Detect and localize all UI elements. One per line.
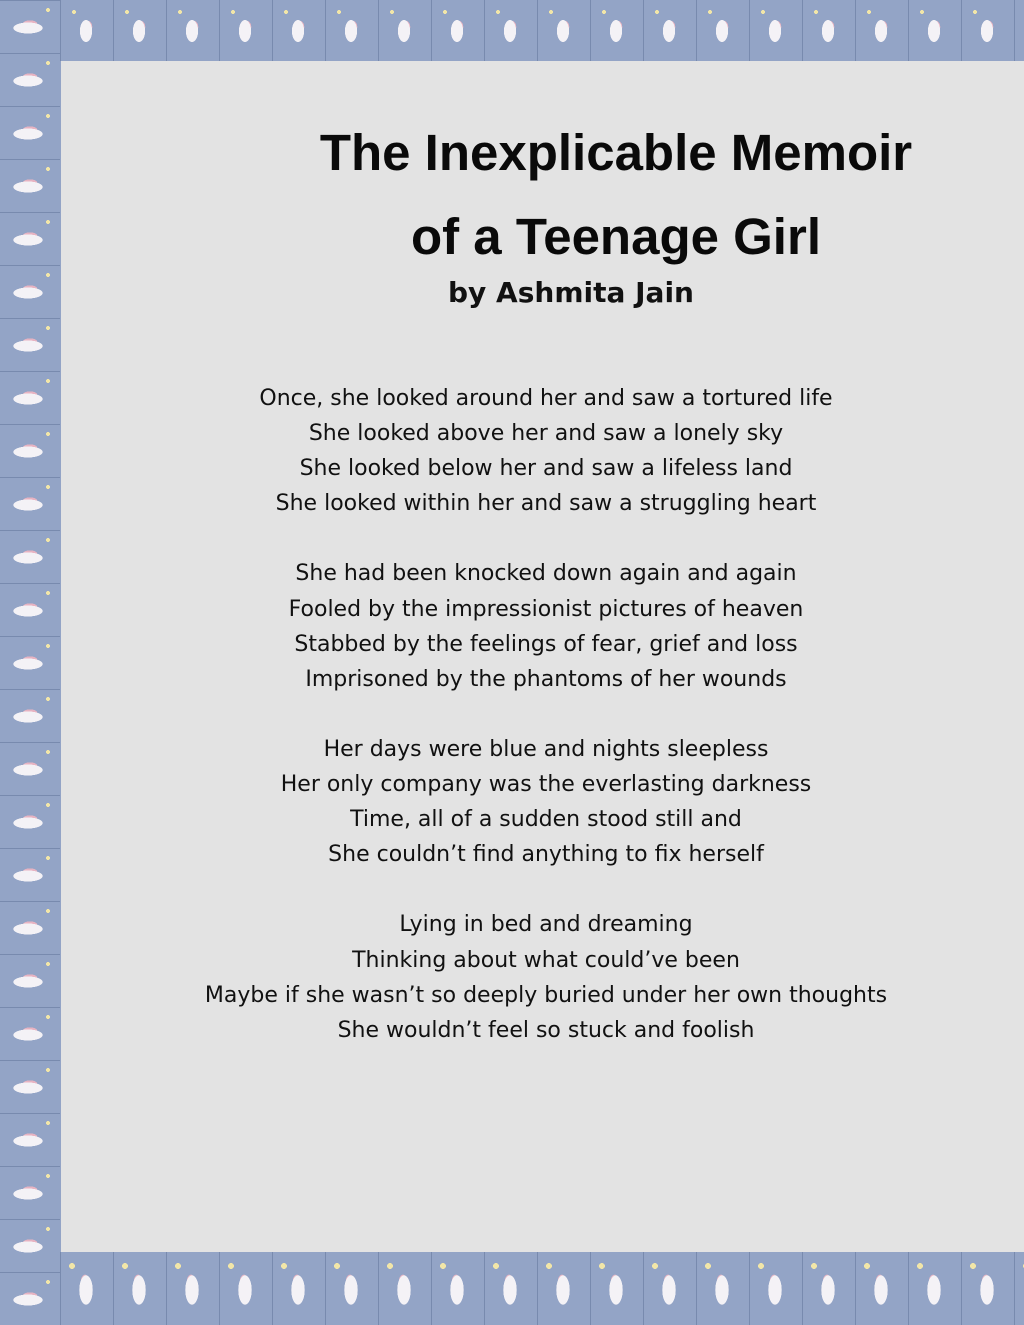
poem-line: Maybe if she wasn’t so deeply buried under her own thoughts (204, 982, 888, 1008)
stanza-1 (121, 381, 971, 521)
author-byline: by Ashmita Jain (448, 276, 694, 309)
decorative-border-top (60, 0, 1024, 61)
poem-body (121, 381, 971, 1083)
poem-line: She looked within her and saw a struggling heart (275, 491, 817, 517)
poem-title-line-2: of a Teenage Girl (411, 208, 821, 265)
poem-line: Time, all of a sudden stood still and (350, 807, 742, 833)
poem-line: Fooled by the impressionist pictures of heaven (288, 596, 804, 622)
decorative-border-left (0, 0, 60, 1325)
poem-line: Stabbed by the feelings of fear, grief and loss (294, 631, 798, 657)
poem-line: Once, she looked around her and saw a tortured life (259, 386, 833, 411)
poem-line: She wouldn’t feel so stuck and foolish (337, 1017, 755, 1043)
stanza-2 (121, 556, 971, 696)
poem-line: She looked above her and saw a lonely sky (308, 421, 784, 447)
stanza-4 (121, 907, 971, 1047)
stanza-3 (121, 732, 971, 872)
poem-line: Thinking about what could’ve been (352, 947, 740, 973)
poem-line: Lying in bed and dreaming (399, 912, 693, 938)
poem-line: She had been knocked down again and again (295, 561, 797, 587)
poem-line: She looked below her and saw a lifeless land (299, 456, 793, 482)
poem-line: Her days were blue and nights sleepless (323, 736, 769, 762)
poem-line: Imprisoned by the phantoms of her wounds (305, 666, 787, 692)
poem-line: Her only company was the everlasting darkness (280, 772, 812, 798)
poem-title (206, 111, 1024, 279)
poem-line: She couldn’t find anything to fix herself (328, 842, 764, 868)
decorative-border-bottom (60, 1252, 1024, 1325)
poem-title-line-1: The Inexplicable Memoir (319, 124, 913, 181)
poem-page (61, 61, 1024, 1252)
